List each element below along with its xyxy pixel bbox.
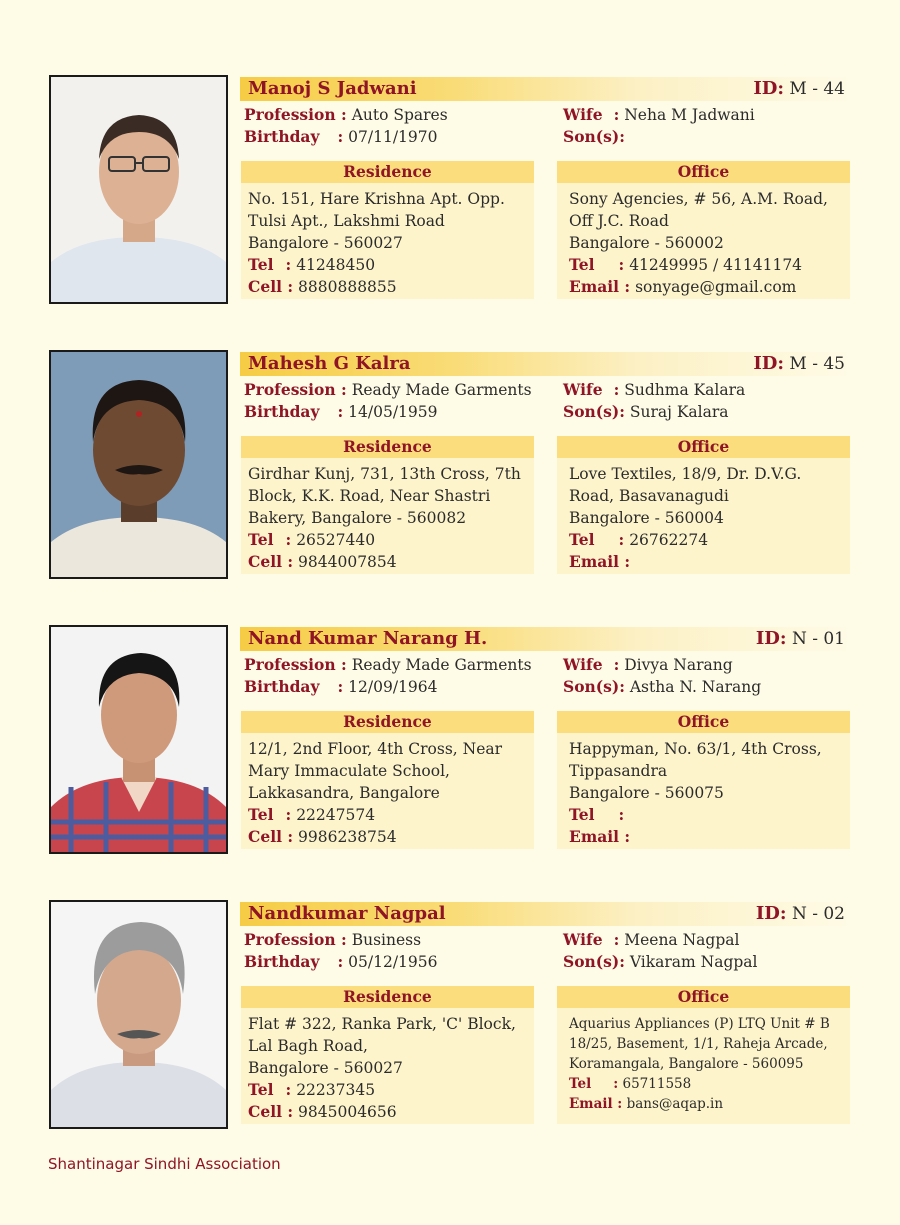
member-card bbox=[0, 75, 900, 305]
residence-details bbox=[248, 738, 502, 848]
tel-line: Tel : 41249995 / 41141174 bbox=[569, 255, 803, 274]
address-line: Sony Agencies, # 56, A.M. Road, bbox=[569, 190, 828, 208]
sons-row: Son(s): bbox=[563, 127, 625, 146]
member-id: ID: N - 01 bbox=[755, 628, 845, 649]
member-name: Manoj S Jadwani bbox=[248, 78, 417, 99]
wife-row: Wife : Neha M Jadwani bbox=[563, 105, 755, 124]
wife-row: Wife : Sudhma Kalara bbox=[563, 380, 746, 399]
office-box bbox=[557, 711, 850, 849]
office-heading: Office bbox=[557, 711, 850, 733]
name-bar bbox=[240, 627, 850, 651]
member-id: ID: N - 02 bbox=[755, 903, 845, 924]
address-line: Love Textiles, 18/9, Dr. D.V.G. bbox=[569, 465, 802, 483]
name-bar bbox=[240, 902, 850, 926]
address-line: Flat # 322, Ranka Park, 'C' Block, bbox=[248, 1015, 516, 1033]
address-line: Bakery, Bangalore - 560082 bbox=[248, 509, 467, 527]
residence-box bbox=[241, 161, 534, 299]
profession-row: Profession : Business bbox=[244, 930, 422, 949]
member-name: Nandkumar Nagpal bbox=[248, 903, 446, 924]
member-photo bbox=[49, 900, 228, 1129]
profession-row: Profession : Ready Made Garments bbox=[244, 380, 532, 399]
address-line: 18/25, Basement, 1/1, Raheja Arcade, bbox=[569, 1036, 828, 1052]
sons-row: Son(s): Suraj Kalara bbox=[563, 402, 729, 421]
member-card bbox=[0, 900, 900, 1130]
member-photo bbox=[49, 350, 228, 579]
member-card bbox=[0, 350, 900, 580]
birthday-row: Birthday : 14/05/1959 bbox=[244, 402, 438, 421]
address-line: Tulsi Apt., Lakshmi Road bbox=[248, 212, 445, 230]
birthday-row: Birthday : 12/09/1964 bbox=[244, 677, 438, 696]
name-bar bbox=[240, 352, 850, 376]
office-heading: Office bbox=[557, 436, 850, 458]
birthday-row: Birthday : 07/11/1970 bbox=[244, 127, 438, 146]
tel-line: Tel : bbox=[569, 805, 625, 824]
office-box bbox=[557, 436, 850, 574]
profession-value: Ready Made Garments bbox=[351, 381, 532, 399]
office-details bbox=[569, 738, 822, 848]
office-box bbox=[557, 161, 850, 299]
tel-line: Tel : 26762274 bbox=[569, 530, 709, 549]
sons-value: Suraj Kalara bbox=[629, 403, 729, 421]
office-box bbox=[557, 986, 850, 1124]
tel-line: Tel : 41248450 bbox=[248, 255, 376, 274]
address-line: Lakkasandra, Bangalore bbox=[248, 784, 440, 802]
address-line: Block, K.K. Road, Near Shastri bbox=[248, 487, 491, 505]
residence-details bbox=[248, 188, 505, 298]
profession-value: Business bbox=[351, 931, 422, 949]
tel-line: Tel : 65711558 bbox=[569, 1076, 692, 1092]
member-photo bbox=[49, 75, 228, 304]
birthday-row: Birthday : 05/12/1956 bbox=[244, 952, 438, 971]
residence-box bbox=[241, 711, 534, 849]
residence-details bbox=[248, 463, 521, 573]
email-line: Email : bbox=[569, 827, 631, 846]
profession-row: Profession : Ready Made Garments bbox=[244, 655, 532, 674]
residence-heading: Residence bbox=[241, 711, 534, 733]
wife-value: Meena Nagpal bbox=[624, 931, 740, 949]
residence-heading: Residence bbox=[241, 161, 534, 183]
address-line: Off J.C. Road bbox=[569, 212, 669, 230]
cell-line: Cell : 8880888855 bbox=[248, 277, 397, 296]
address-line: Aquarius Appliances (P) LTQ Unit # B bbox=[569, 1016, 830, 1032]
member-name: Nand Kumar Narang H. bbox=[248, 628, 488, 649]
sons-row: Son(s): Vikaram Nagpal bbox=[563, 952, 758, 971]
wife-value: Sudhma Kalara bbox=[624, 381, 746, 399]
office-details bbox=[569, 463, 801, 573]
tel-line: Tel : 26527440 bbox=[248, 530, 376, 549]
address-line: Tippasandra bbox=[569, 762, 668, 780]
residence-details bbox=[248, 1013, 516, 1123]
residence-box bbox=[241, 436, 534, 574]
office-heading: Office bbox=[557, 161, 850, 183]
office-details bbox=[569, 1014, 830, 1114]
address-line: Road, Basavanagudi bbox=[569, 487, 729, 505]
cell-line: Cell : 9986238754 bbox=[248, 827, 397, 846]
address-line: Bangalore - 560004 bbox=[569, 509, 724, 527]
email-line: Email : sonyage@gmail.com bbox=[569, 277, 797, 296]
office-heading: Office bbox=[557, 986, 850, 1008]
birthday-value: 05/12/1956 bbox=[348, 953, 438, 971]
profession-row: Profession : Auto Spares bbox=[244, 105, 448, 124]
address-line: Lal Bagh Road, bbox=[248, 1037, 368, 1055]
address-line: No. 151, Hare Krishna Apt. Opp. bbox=[248, 190, 505, 208]
sons-value: Vikaram Nagpal bbox=[629, 953, 758, 971]
address-line: Bangalore - 560075 bbox=[569, 784, 724, 802]
member-id: ID: M - 44 bbox=[753, 78, 845, 99]
member-id: ID: M - 45 bbox=[753, 353, 845, 374]
address-line: Happyman, No. 63/1, 4th Cross, bbox=[569, 740, 822, 758]
address-line: Bangalore - 560027 bbox=[248, 234, 403, 252]
wife-value: Divya Narang bbox=[624, 656, 733, 674]
address-line: Koramangala, Bangalore - 560095 bbox=[569, 1056, 804, 1072]
tel-line: Tel : 22237345 bbox=[248, 1080, 376, 1099]
cell-line: Cell : 9844007854 bbox=[248, 552, 397, 571]
name-bar bbox=[240, 77, 850, 101]
sons-value: Astha N. Narang bbox=[629, 678, 762, 696]
wife-value: Neha M Jadwani bbox=[624, 106, 755, 124]
footer-association-name: Shantinagar Sindhi Association bbox=[48, 1155, 281, 1173]
address-line: Mary Immaculate School, bbox=[248, 762, 450, 780]
wife-row: Wife : Meena Nagpal bbox=[563, 930, 740, 949]
member-name: Mahesh G Kalra bbox=[248, 353, 411, 374]
member-photo bbox=[49, 625, 228, 854]
residence-box bbox=[241, 986, 534, 1124]
profession-value: Ready Made Garments bbox=[351, 656, 532, 674]
birthday-value: 07/11/1970 bbox=[348, 128, 438, 146]
birthday-value: 12/09/1964 bbox=[348, 678, 438, 696]
address-line: Bangalore - 560027 bbox=[248, 1059, 403, 1077]
birthday-value: 14/05/1959 bbox=[348, 403, 438, 421]
member-card bbox=[0, 625, 900, 855]
address-line: 12/1, 2nd Floor, 4th Cross, Near bbox=[248, 740, 503, 758]
email-line: Email : bbox=[569, 552, 631, 571]
email-line: Email : bans@aqap.in bbox=[569, 1096, 724, 1112]
office-details bbox=[569, 188, 828, 298]
wife-row: Wife : Divya Narang bbox=[563, 655, 733, 674]
residence-heading: Residence bbox=[241, 986, 534, 1008]
sons-row: Son(s): Astha N. Narang bbox=[563, 677, 762, 696]
profession-value: Auto Spares bbox=[351, 106, 448, 124]
address-line: Girdhar Kunj, 731, 13th Cross, 7th bbox=[248, 465, 521, 483]
address-line: Bangalore - 560002 bbox=[569, 234, 724, 252]
residence-heading: Residence bbox=[241, 436, 534, 458]
tel-line: Tel : 22247574 bbox=[248, 805, 376, 824]
cell-line: Cell : 9845004656 bbox=[248, 1102, 397, 1121]
